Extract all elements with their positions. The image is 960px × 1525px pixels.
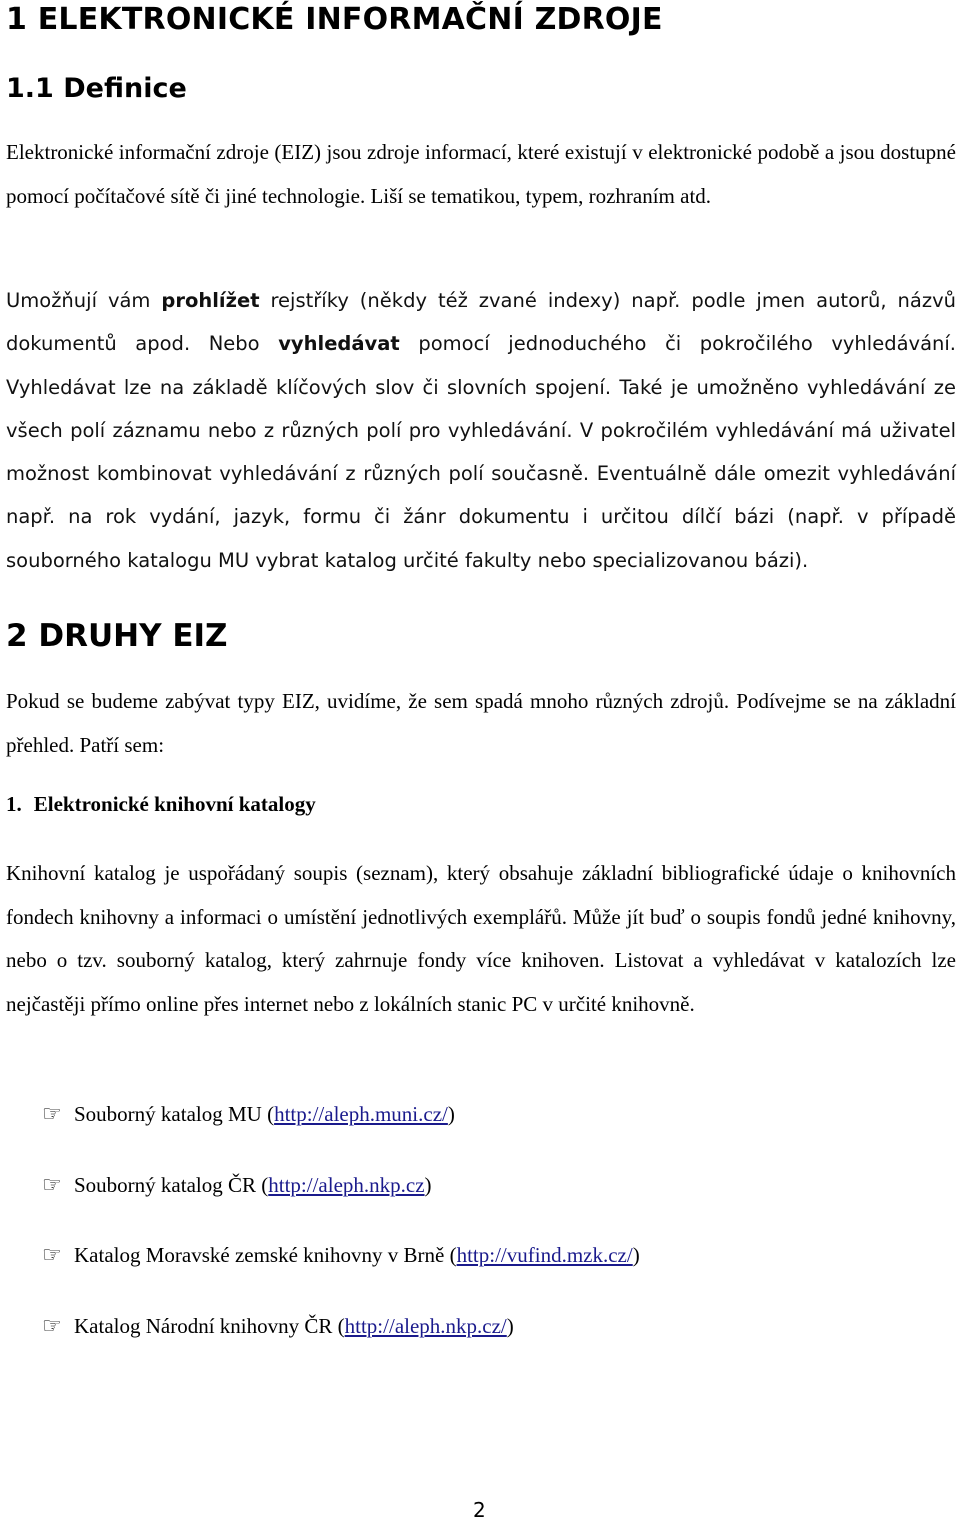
chapter-heading-druhy: 2 DRUHY EIZ <box>6 618 228 654</box>
paragraph-search-features <box>6 279 956 582</box>
subheading-label: Elektronické knihovní katalogy <box>33 792 316 816</box>
bold-term-prohlizet: prohlížet <box>161 289 260 312</box>
list-item <box>42 1093 640 1164</box>
catalog-link[interactable]: http://aleph.muni.cz/ <box>274 1102 448 1126</box>
link-close: ) <box>424 1172 432 1197</box>
catalog-link[interactable]: http://aleph.nkp.cz <box>268 1172 425 1197</box>
section-heading-definice: 1.1 Definice <box>6 73 187 104</box>
pointing-hand-icon: ☞ <box>42 1102 62 1127</box>
list-item <box>42 1164 640 1235</box>
text-segment: pomocí jednoduchého či pokročilého vyhledávání. Vyhledávat lze na základě klíčových slov či slovních spojení. Také je umožněno vyhledávání ze všech polí záznamu nebo z různých polí pro vyhledávání. V pokročilém vyhledávání má uživatel možnost kombinovat vyhledávání z různých polí současně. Eventuálně dále omezit vyhledávání např. na rok vydání, jazyk, formu či žánr dokumentu i určitou dílčí bázi (např. v případě souborného katalogu MU vybrat katalog určité fakulty nebo specializovanou bázi). <box>6 332 956 572</box>
subheading-number: 1. <box>6 792 22 816</box>
catalog-link[interactable]: http://vufind.mzk.cz/ <box>456 1243 633 1267</box>
pointing-hand-icon: ☞ <box>42 1313 62 1339</box>
link-label: Souborný katalog MU ( <box>74 1102 275 1126</box>
link-label: Katalog Národní knihovny ČR ( <box>74 1313 345 1338</box>
pointing-hand-icon: ☞ <box>42 1243 62 1268</box>
text-segment: Umožňují vám <box>6 289 162 312</box>
catalog-link[interactable]: http://aleph.nkp.cz/ <box>344 1313 507 1338</box>
paragraph-definition: Elektronické informační zdroje (EIZ) jsou zdroje informací, které existují v elektronické podobě a jsou dostupné pomocí počítačové sítě či jiné technologie. Liší se tematikou, typem, rozhraním atd. <box>6 140 956 208</box>
bold-term-vyhledavat: vyhledávat <box>278 332 400 356</box>
link-label: Souborný katalog ČR ( <box>74 1172 269 1197</box>
paragraph-catalog-description: Knihovní katalog je uspořádaný soupis (seznam), který obsahuje základní bibliografické údaje o knihovních fondech knihovny a informaci o umístění jednotlivých exemplářů. Může jít buď o soupis fondů jedné knihovny, nebo o tzv. souborný katalog, který zahrnuje fondy více knihoven. Listovat a vyhledávat v katalozích lze nejčastěji přímo online přes internet nebo z lokálních stanic PC v určité knihovně. <box>6 861 956 1016</box>
list-item <box>42 1305 640 1376</box>
list-item <box>42 1234 640 1305</box>
link-label: Katalog Moravské zemské knihovny v Brně ( <box>74 1243 457 1267</box>
link-close: ) <box>632 1243 640 1267</box>
pointing-hand-icon: ☞ <box>42 1172 62 1198</box>
link-close: ) <box>447 1102 455 1126</box>
catalog-link-list <box>42 1093 640 1375</box>
chapter-heading: 1 ELEKTRONICKÉ INFORMAČNÍ ZDROJE <box>6 2 663 37</box>
text-segment: rejstříky (někdy též zvané indexy) např. podle jmen autorů, názvů dokumentů apod. Nebo <box>6 289 956 356</box>
paragraph-types-intro: Pokud se budeme zabývat typy EIZ, uvidíme, že sem spadá mnoho různých zdrojů. Podívejme se na základní přehled. Patří sem: <box>6 689 956 757</box>
link-close: ) <box>506 1313 514 1338</box>
subheading-catalogs <box>6 792 316 817</box>
page-number: 2 <box>473 1498 486 1522</box>
